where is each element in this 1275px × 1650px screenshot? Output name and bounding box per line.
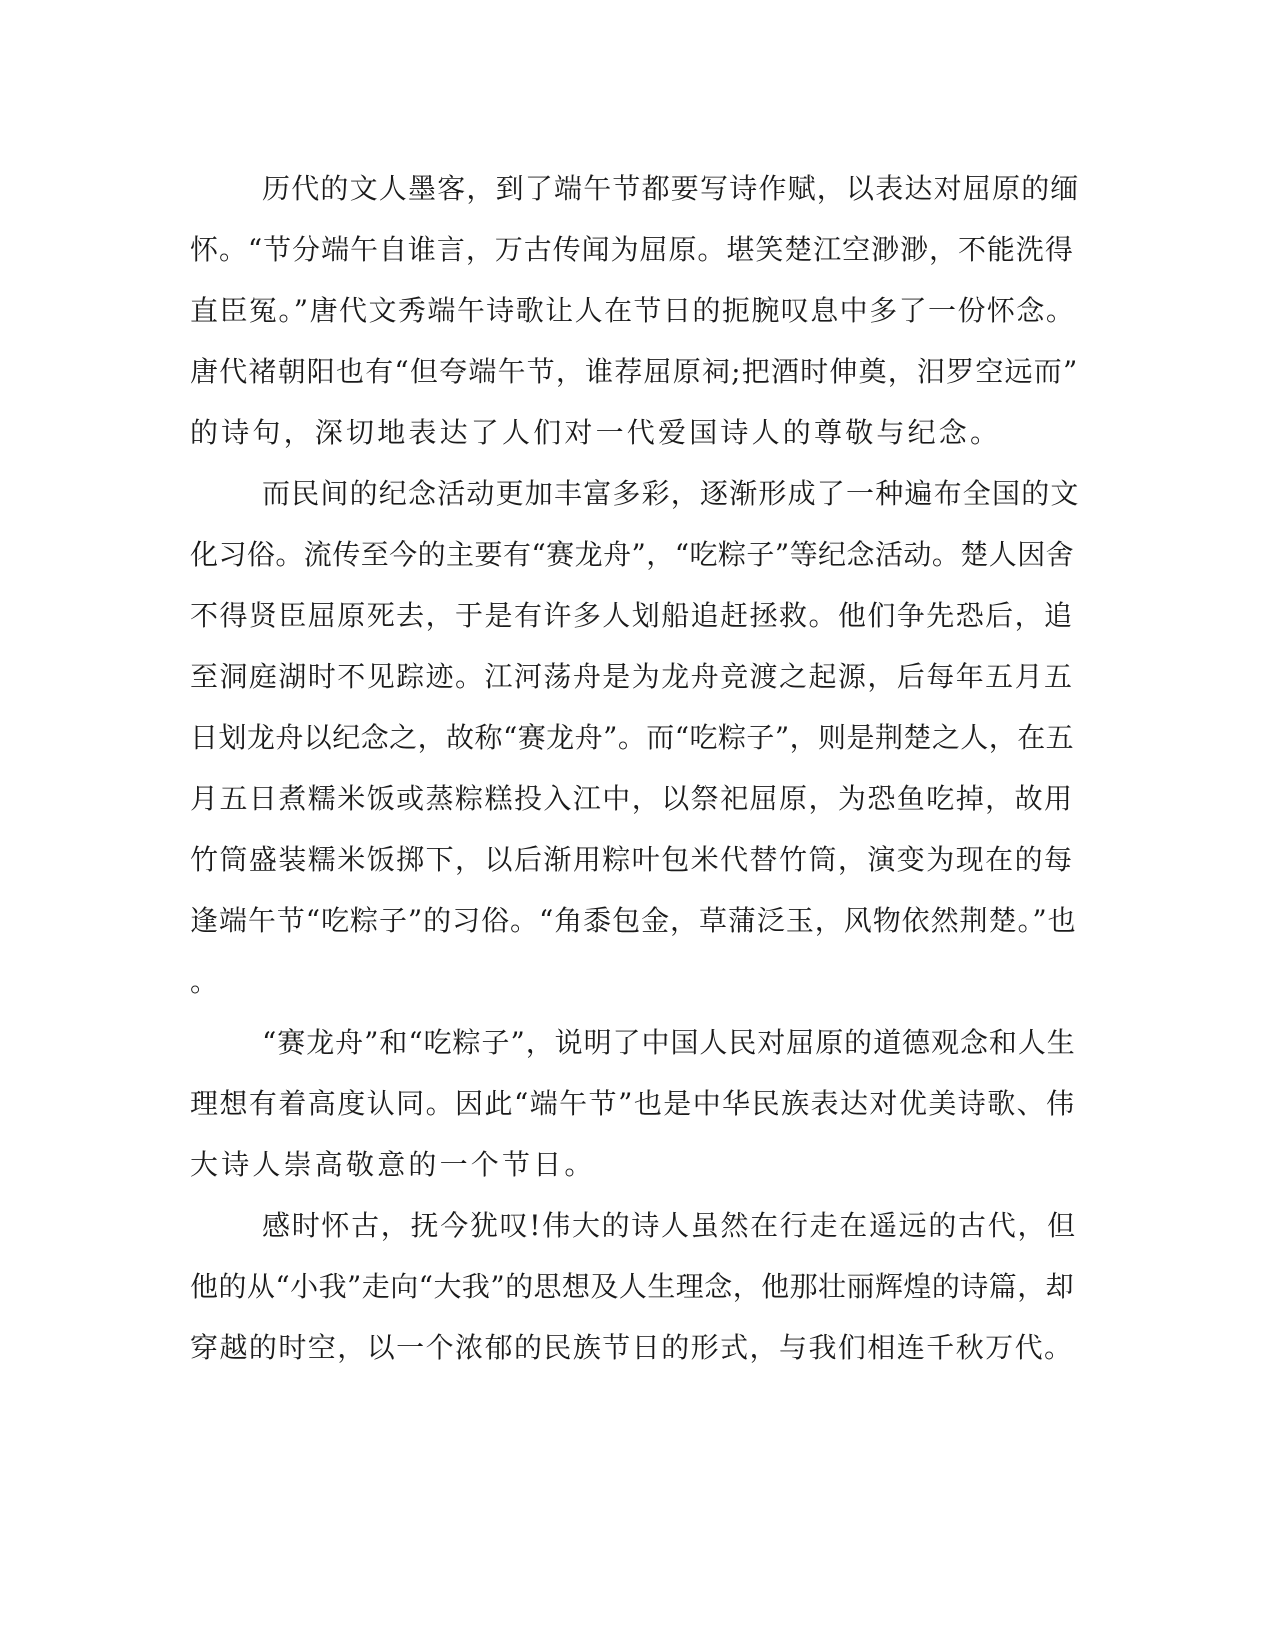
text-line: 大诗人崇高敬意的一个节日。 [190, 1148, 596, 1181]
text-line: 逢端午节“吃粽子”的习俗。“角黍包金，草蒲泛玉，风物依然荆楚。”也 [190, 904, 1077, 937]
text-line: 理想有着高度认同。因此“端午节”也是中华民族表达对优美诗歌、伟 [190, 1087, 1076, 1120]
paragraph-4 [190, 1195, 1080, 1378]
text-line: 历代的文人墨客，到了端午节都要写诗作赋，以表达对屈原的缅 [262, 172, 1080, 205]
text-line: 至洞庭湖时不见踪迹。江河荡舟是为龙舟竞渡之起源，后每年五月五 [190, 660, 1074, 693]
text-line: 怀。“节分端午自谁言，万古传闻为屈原。堪笑楚江空渺渺，不能洗得 [190, 233, 1074, 266]
text-line: 而民间的纪念活动更加丰富多彩，逐渐形成了一种遍布全国的文 [262, 477, 1080, 510]
text-line: 日划龙舟以纪念之，故称“赛龙舟”。而“吃粽子”，则是荆楚之人，在五 [190, 721, 1075, 754]
paragraph-2 [190, 463, 1080, 1012]
text-line: 的诗句，深切地表达了人们对一代爱国诗人的尊敬与纪念。 [190, 416, 1002, 449]
text-line: 感时怀古，抚今犹叹!伟大的诗人虽然在行走在遥远的古代，但 [262, 1209, 1077, 1242]
text-line: “赛龙舟”和“吃粽子”，说明了中国人民对屈原的道德观念和人生 [262, 1026, 1076, 1059]
paragraph-1 [190, 158, 1080, 463]
text-line: 。 [190, 965, 222, 998]
text-line: 月五日煮糯米饭或蒸粽糕投入江中，以祭祀屈原，为恐鱼吃掉，故用 [190, 782, 1074, 815]
text-line: 化习俗。流传至今的主要有“赛龙舟”，“吃粽子”等纪念活动。楚人因舍 [190, 538, 1075, 571]
document-body [190, 158, 1080, 1378]
text-line: 竹筒盛装糯米饭掷下，以后渐用粽叶包米代替竹筒，演变为现在的每 [190, 843, 1074, 876]
paragraph-3 [190, 1012, 1080, 1195]
text-line: 不得贤臣屈原死去，于是有许多人划船追赶拯救。他们争先恐后，追 [190, 599, 1074, 632]
text-line: 唐代褚朝阳也有“但夸端午节，谁荐屈原祠;把酒时伸奠，汨罗空远而” [190, 355, 1079, 388]
text-line: 穿越的时空，以一个浓郁的民族节日的形式，与我们相连千秋万代。 [190, 1331, 1074, 1364]
text-line: 直臣冤。”唐代文秀端午诗歌让人在节日的扼腕叹息中多了一份怀念。 [190, 294, 1076, 327]
text-line: 他的从“小我”走向“大我”的思想及人生理念，他那壮丽辉煌的诗篇，却 [190, 1270, 1075, 1303]
